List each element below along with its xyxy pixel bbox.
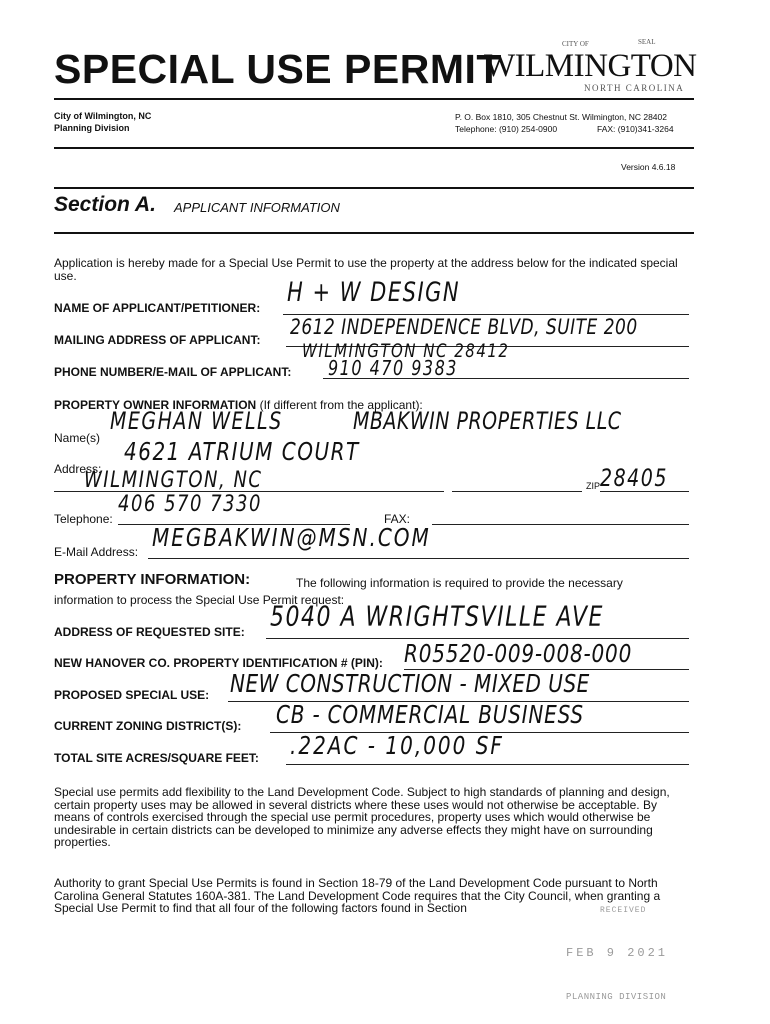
applicant-name-value[interactable]: H + W DESIGN (287, 277, 461, 307)
phone-email-value[interactable]: 910 470 9383 (328, 356, 458, 380)
property-info-note-line2: information to process the Special Use Permit request: (54, 593, 345, 607)
org-division: Planning Division (54, 123, 130, 133)
received-stamp-date: FEB 9 2021 (566, 946, 669, 960)
pin-label: NEW HANOVER CO. PROPERTY IDENTIFICATION # (PIN): (54, 656, 383, 670)
owner-fax-line[interactable] (432, 524, 689, 525)
header-bottom-rule (54, 147, 694, 149)
org-fax: FAX: (910)341-3264 (597, 124, 674, 134)
owner-zip-label: ZIP (586, 481, 601, 491)
version-label: Version 4.6.18 (621, 162, 676, 172)
authority-paragraph: Authority to grant Special Use Permits is found in Section 18-79 of the Land Development Code pursuant to North Carolina General Statutes 160A-381. The Land Development Code requires that the City Council, when granting a Special Use Permit to find that all four of the following factors found in Section (54, 876, 661, 915)
mailing-address-value[interactable]: 2612 INDEPENDENCE BLVD, SUITE 200 (290, 315, 638, 340)
site-acres-line (286, 764, 689, 765)
owner-address-label: Address: (54, 462, 102, 476)
owner-company-value[interactable]: MBAKWIN PROPERTIES LLC (353, 407, 622, 435)
proposed-use-label: PROPOSED SPECIAL USE: (54, 688, 210, 702)
org-phone: Telephone: (910) 254-0900 (455, 124, 558, 134)
owner-names-label: Name(s) (54, 431, 101, 445)
owner-fax-label: FAX: (384, 512, 411, 526)
owner-telephone-value[interactable]: 406 570 7330 (118, 490, 262, 517)
site-address-label: ADDRESS OF REQUESTED SITE: (54, 625, 245, 639)
form-title: SPECIAL USE PERMIT (54, 46, 502, 92)
logo-subtitle: NORTH CAROLINA (584, 83, 685, 93)
logo-wordmark: WILMINGTON (484, 48, 697, 84)
received-stamp-label: RECEIVED (600, 906, 647, 915)
logo-top-right-text: SEAL (638, 38, 656, 46)
owner-state-line (452, 491, 582, 492)
section-top-rule (54, 187, 694, 189)
property-info-note: The following information is required to provide the necessary (296, 576, 623, 590)
owner-zip-value[interactable]: 28405 (600, 464, 668, 492)
special-use-paragraph: Special use permits add flexibility to the Land Development Code. Subject to high standards of planning and design, certain property uses may be allowed in several districts where these uses would not otherwise be acceptable. By means of controls exercised through the special use permit procedures, property uses which would otherwise be undesirable in certain districts can be developed to minimize any adverse effects they might have on surrounding properties. (54, 785, 670, 849)
owner-name-value[interactable]: MEGHAN WELLS (110, 407, 283, 435)
mailing-address-city-value[interactable]: WILMINGTON NC 28412 (302, 339, 510, 362)
owner-info-heading-note: (If different from the applicant): (259, 398, 423, 412)
owner-email-line (148, 558, 689, 559)
owner-telephone-label: Telephone: (54, 512, 113, 526)
property-info-heading: PROPERTY INFORMATION: (54, 571, 251, 588)
owner-city-value[interactable]: WILMINGTON, NC (84, 466, 263, 493)
header-rule (54, 98, 694, 100)
owner-email-label: E-Mail Address: (54, 545, 139, 559)
received-stamp-division: PLANNING DIVISION (566, 992, 667, 1002)
applicant-name-label: NAME OF APPLICANT/PETITIONER: (54, 301, 261, 315)
section-a-rule (54, 232, 694, 234)
pin-value[interactable]: R05520-009-008-000 (404, 638, 633, 668)
logo-top-left-text: CITY OF (562, 40, 589, 48)
zoning-label: CURRENT ZONING DISTRICT(S): (54, 719, 242, 733)
site-acres-value[interactable]: .22AC - 10,000 SF (290, 730, 504, 760)
org-address: P. O. Box 1810, 305 Chestnut St. Wilmington, NC 28402 (455, 112, 667, 122)
owner-info-heading-bold: PROPERTY OWNER INFORMATION (54, 398, 257, 412)
application-intro: Application is hereby made for a Special Use Permit to use the property at the address below for the indicated special use. (54, 256, 678, 283)
city-logo (478, 34, 697, 94)
section-a-subtitle: APPLICANT INFORMATION (174, 200, 340, 215)
owner-address-value[interactable]: 4621 ATRIUM COURT (124, 436, 360, 466)
org-name: City of Wilmington, NC (54, 111, 152, 121)
owner-email-value[interactable]: MEGBAKWIN@MSN.COM (152, 522, 431, 552)
site-address-value[interactable]: 5040 A WRIGHTSVILLE AVE (270, 601, 604, 633)
zoning-value[interactable]: CB - COMMERCIAL BUSINESS (276, 699, 584, 729)
phone-email-label: PHONE NUMBER/E-MAIL OF APPLICANT: (54, 365, 292, 379)
mailing-address-label: MAILING ADDRESS OF APPLICANT: (54, 333, 261, 347)
site-acres-label: TOTAL SITE ACRES/SQUARE FEET: (54, 751, 259, 765)
section-a-title: Section A. (54, 193, 156, 216)
proposed-use-value[interactable]: NEW CONSTRUCTION - MIXED USE (230, 668, 590, 698)
